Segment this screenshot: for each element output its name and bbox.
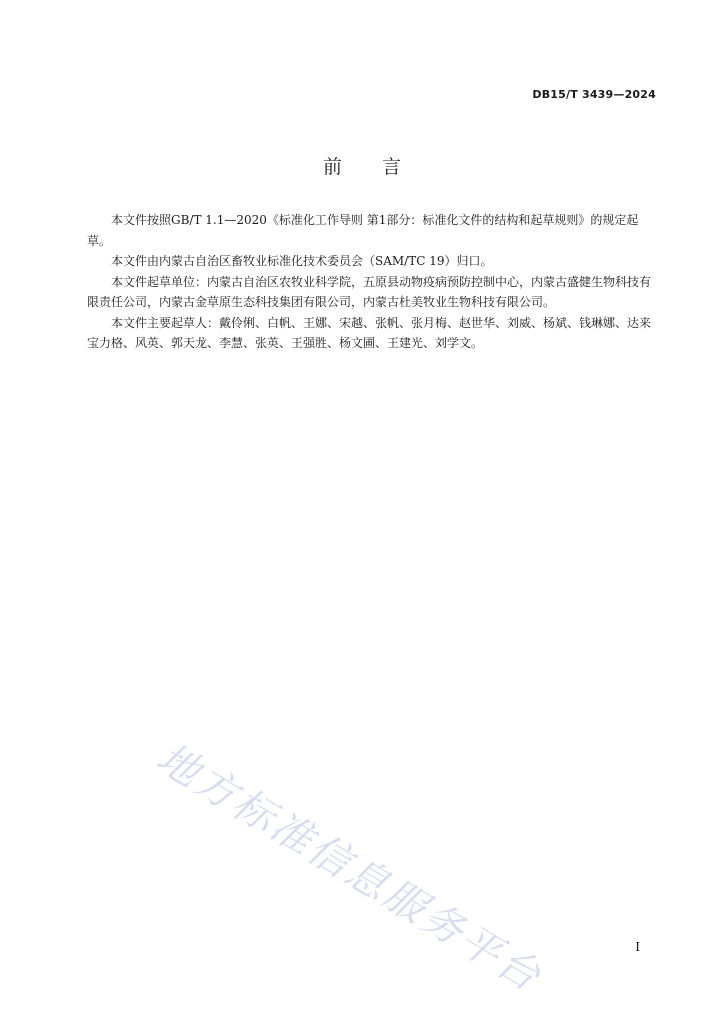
title-char-2: 言 bbox=[382, 156, 402, 178]
watermark: 地方标准信息服务平台 bbox=[148, 733, 551, 1002]
paragraph-drafting-units: 本文件起草单位：内蒙古自治区农牧业科学院，五原县动物疫病预防控制中心，内蒙古盛健生物科技有限责任公司，内蒙古金草原生态科技集团有限公司，内蒙古杜美牧业生物科技有限公司。 bbox=[87, 274, 652, 309]
paragraph-technical-committee: 本文件由内蒙古自治区畜牧业标准化技术委员会（SAM/TC 19）归口。 bbox=[111, 254, 493, 268]
page-number: I bbox=[635, 940, 640, 954]
document-code: DB15/T 3439—2024 bbox=[532, 88, 656, 101]
paragraph-drafters: 本文件主要起草人：戴伶俐、白帆、王娜、宋越、张帆、张月梅、赵世华、刘威、杨斌、钱琳娜、达来宝力格、风英、郭天龙、李慧、张英、王强胜、杨文圃、王建光、刘学文。 bbox=[87, 315, 652, 350]
paragraph-drafting-rules: 本文件按照GB/T 1.1—2020《标准化工作导则 第1部分：标准化文件的结构和起草规则》的规定起草。 bbox=[87, 213, 639, 248]
section-title bbox=[0, 152, 724, 179]
foreword-body bbox=[87, 210, 657, 354]
title-char-1: 前 bbox=[322, 156, 342, 178]
